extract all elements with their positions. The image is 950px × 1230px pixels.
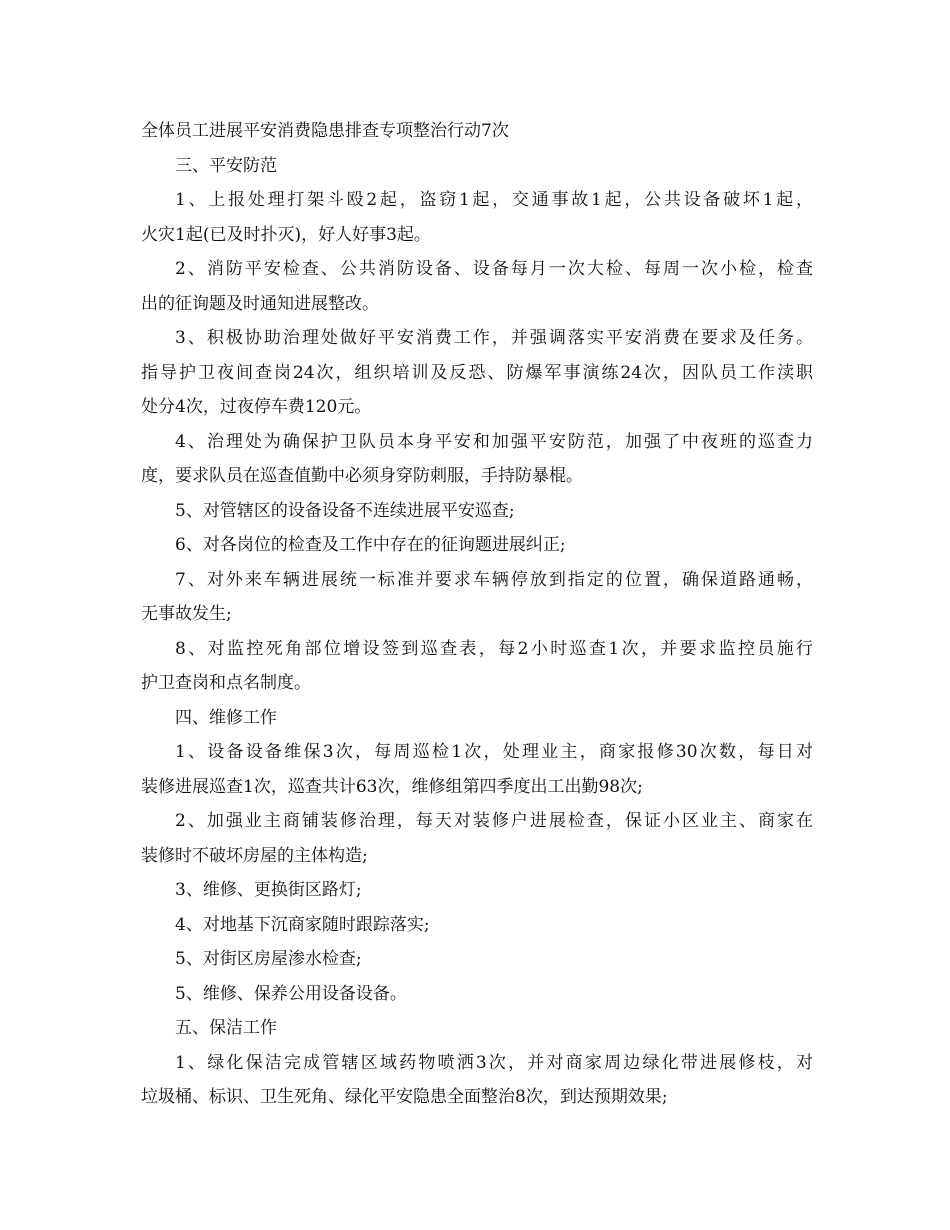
text-line: 7、对外来车辆进展统一标准并要求车辆停放到指定的位置，确保道路通畅，	[175, 569, 813, 590]
text-line: 出的征询题及时通知进展整改。	[141, 293, 379, 314]
text-line: 1、设备设备维保3次，每周巡检1次，处理业主，商家报修30次数，每日对	[175, 742, 813, 762]
text-line: 2、消防平安检查、公共消防设备、设备每月一次大检、每周一次小检，检查	[175, 259, 813, 279]
text-line: 装修进展巡查1次，巡查共计63次，维修组第四季度出工出勤98次;	[141, 776, 643, 797]
text-line: 指导护卫夜间查岗24次，组织培训及反恐、防爆军事演练24次，因队员工作渎职	[141, 362, 813, 383]
text-line: 3、积极协助治理处做好平安消费工作，并强调落实平安消费在要求及任务。	[175, 328, 813, 348]
text-line: 6、对各岗位的检查及工作中存在的征询题进展纠正;	[175, 535, 566, 555]
text-line: 处分4次，过夜停车费120元。	[141, 397, 372, 417]
text-line: 4、对地基下沉商家随时跟踪落实;	[175, 914, 430, 935]
text-line: 5、对街区房屋渗水检查;	[175, 949, 362, 969]
text-line: 2、加强业主商铺装修治理，每天对装修户进展检查，保证小区业主、商家在	[175, 811, 813, 831]
text-line: 1、绿化保洁完成管辖区域药物喷洒3次，并对商家周边绿化带进展修枝，对	[175, 1052, 813, 1073]
text-line: 1、上报处理打架斗殴2起，盗窃1起，交通事故1起，公共设备破坏1起，	[175, 190, 813, 210]
text-line: 5、对管辖区的设备设备不连续进展平安巡查;	[175, 500, 515, 521]
text-line: 5、维修、保养公用设备设备。	[175, 983, 407, 1004]
text-line: 8、对监控死角部位增设签到巡查表，每2小时巡查1次，并要求监控员施行	[175, 638, 813, 659]
section-heading: 四、维修工作	[175, 707, 277, 728]
text-line: 4、治理处为确保护卫队员本身平安和加强平安防范，加强了中夜班的巡查力	[175, 431, 813, 452]
section-heading: 五、保洁工作	[175, 1018, 277, 1038]
section-heading: 三、平安防范	[175, 155, 277, 176]
text-line: 无事故发生;	[141, 604, 232, 624]
text-line: 垃圾桶、标识、卫生死角、绿化平安隐患全面整治8次，到达预期效果;	[141, 1087, 668, 1107]
text-line: 3、维修、更换街区路灯;	[175, 880, 362, 900]
text-line: 护卫查岗和点名制度。	[141, 673, 311, 693]
text-line: 火灾1起(已及时扑灭)，好人好事3起。	[141, 224, 431, 245]
document-body	[141, 114, 813, 1115]
text-line: 全体员工进展平安消费隐患排查专项整治行动7次	[141, 121, 509, 141]
text-line: 装修时不破坏房屋的主体构造;	[141, 845, 368, 866]
text-line: 度，要求队员在巡查值勤中必须身穿防刺服，手持防暴棍。	[141, 466, 583, 486]
